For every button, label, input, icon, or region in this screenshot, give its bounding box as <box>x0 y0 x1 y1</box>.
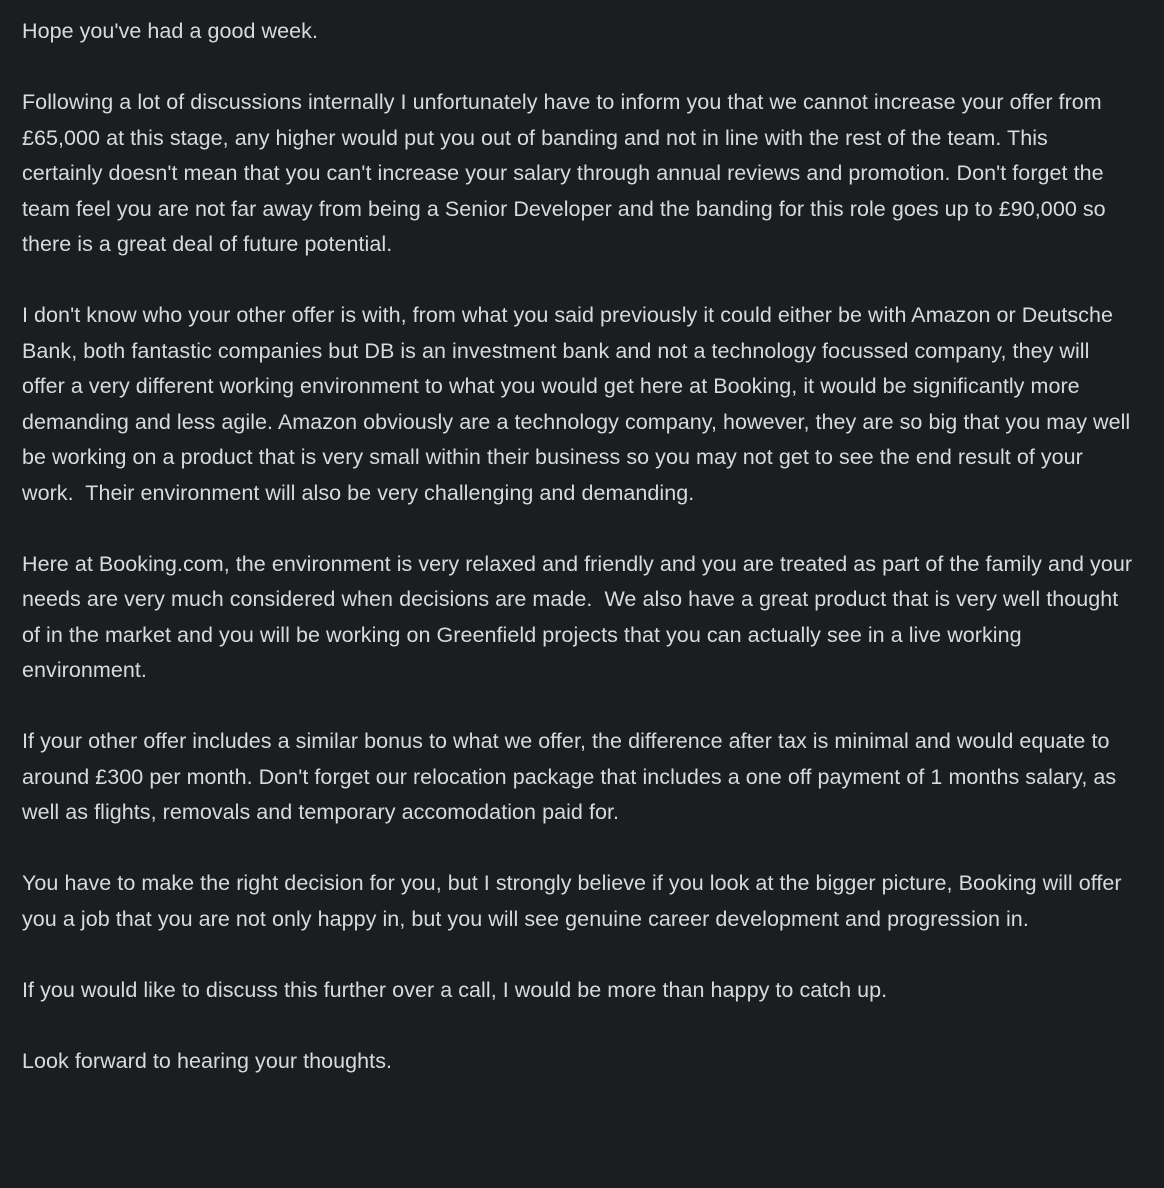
message-paragraph-environment: Here at Booking.com, the environment is very relaxed and friendly and you are treated as part of the family and your needs are very much considered when decisions are made. We also have a great product that is very well thought of in the market and you will be working on Greenfield projects that you can actually see in a live working environment. <box>22 551 1139 682</box>
message-paragraph-decision: You have to make the right decision for you, but I strongly believe if you look at the bigger picture, Booking will offer you a job that you are not only happy in, but you will see genuine career development and progression in. <box>22 871 1128 931</box>
message-paragraph-signoff: Look forward to hearing your thoughts. <box>22 1048 393 1073</box>
message-paragraph-call: If you would like to discuss this further over a call, I would be more than happy to catch up. <box>22 977 888 1002</box>
message-paragraph-greeting: Hope you've had a good week. <box>22 19 318 43</box>
message-paragraph-competitors: I don't know who your other offer is with, from what you said previously it could either be with Amazon or Deutsche Bank, both fantastic companies but DB is an investment bank and not a technology focussed company, they will offer a very different working environment to what you would get here at Booking, it would be significantly more demanding and less agile. Amazon obviously are a technology company, however, they are so big that you may well be working on a product that is very small within their business so you may not get to see the end result of your work. Their environment will also be very challenging and demanding. <box>22 303 1137 505</box>
message-paragraph-offer: Following a lot of discussions internally I unfortunately have to inform you that we cannot increase your offer from £65,000 at this stage, any higher would put you out of banding and not in line with the rest of the team. This certainly doesn't mean that you can't increase your salary through annual reviews and promotion. Don't forget the team feel you are not far away from being a Senior Developer and the banding for this role goes up to £90,000 so there is a great deal of future potential. <box>22 90 1112 256</box>
message-paragraph-bonus: If your other offer includes a similar bonus to what we offer, the difference after tax is minimal and would equate to around £300 per month. Don't forget our relocation package that includes a one off payment of 1 months salary, as well as flights, removals and temporary accomodation paid for. <box>22 729 1123 824</box>
